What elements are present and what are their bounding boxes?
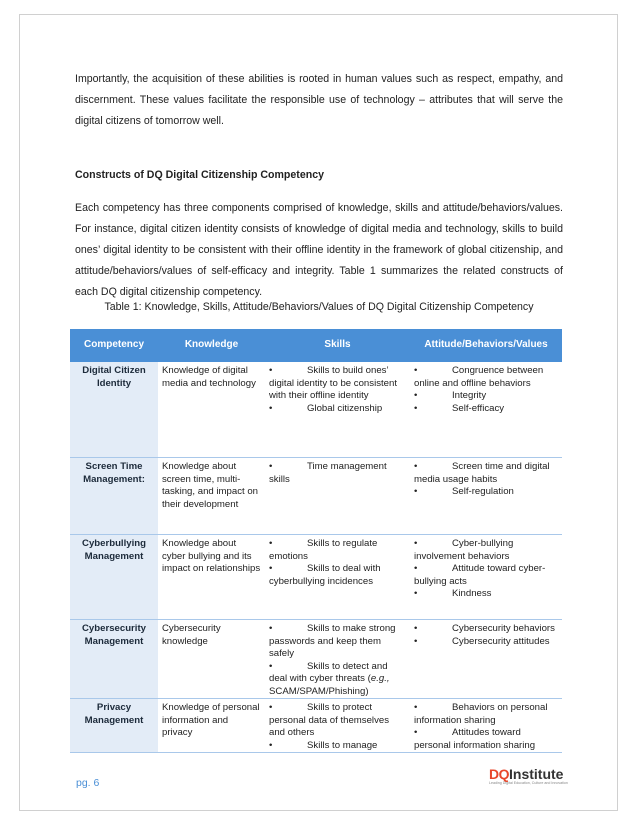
bullet-icon: • [414, 486, 418, 497]
list-item: • Cybersecurity attitudes [414, 635, 550, 647]
bullet-icon: • [414, 390, 418, 401]
header-competency: Competency [70, 329, 158, 362]
list-item: • Self-regulation [414, 486, 514, 497]
competency-cell: Cybersecurity Management [70, 620, 158, 699]
list-item: • Integrity [414, 390, 487, 401]
list-item: • Cybersecurity behaviors [414, 623, 555, 634]
table-row [70, 535, 562, 620]
dq-institute-logo [489, 766, 568, 788]
knowledge-cell: Knowledge of personal information and privacy [158, 699, 265, 753]
list-item: • Attitude toward cyber-bullying acts [414, 563, 546, 587]
bullet-icon: • [269, 702, 273, 713]
skills-cell [265, 458, 410, 535]
values-cell [410, 362, 562, 458]
bullet-icon: • [269, 739, 273, 751]
list-item: • Skills to deal with cyberbullying incidences [269, 563, 381, 587]
list-item: • Global citizenship [269, 402, 383, 414]
values-cell [410, 699, 562, 753]
table-row [70, 362, 562, 458]
bullet-icon: • [269, 660, 273, 672]
list-item: • Skills to detect and deal with cyber threats (e.g., SCAM/SPAM/Phishing) [269, 660, 390, 697]
skills-cell [265, 699, 410, 753]
competency-table [70, 329, 562, 753]
bullet-icon: • [414, 635, 418, 647]
paragraph-each-competency: Each competency has three components comprised of knowledge, skills and attitude/behaviors/values. For instance, digital citizen identity consists of knowledge of digital media and technology, skills to build ones’ digital identity to be consistent with their offline identity in the framework of global citizenship, and attitude/behaviors/values of self-efficacy and integrity. Table 1 summarizes the related constructs of each DQ digital citizenship competency. [75, 202, 563, 298]
section-heading: Constructs of DQ Digital Citizenship Competency [75, 169, 324, 181]
list-item: • Cyber-bullying involvement behaviors [414, 538, 514, 562]
bullet-icon: • [414, 402, 418, 414]
bullet-icon: • [414, 588, 418, 599]
bullet-icon: • [269, 538, 273, 549]
logo-dq: DQ [489, 766, 509, 782]
bullet-icon: • [269, 365, 273, 376]
bullet-icon: • [414, 538, 418, 549]
bullet-icon: • [414, 461, 418, 472]
table-row [70, 620, 562, 699]
header-knowledge: Knowledge [158, 329, 265, 362]
table-row [70, 458, 562, 535]
values-cell [410, 620, 562, 699]
skills-cell [265, 620, 410, 699]
competency-cell: Privacy Management [70, 699, 158, 753]
list-item: • Behaviors on personal information sharing [414, 702, 548, 726]
logo-tagline: Leading Digital Education, Culture and Innovation [489, 781, 568, 785]
knowledge-cell: Knowledge about screen time, multi-tasking, and impact on their development [158, 458, 265, 535]
list-item: • Kindness [414, 588, 492, 599]
bullet-icon: • [269, 402, 273, 414]
paragraph-importantly: Importantly, the acquisition of these abilities is rooted in human values such as respect, empathy, and discernment. These values facilitate the responsible use of technology – attributes that will serve the digital citizens of tomorrow well. [75, 73, 563, 127]
bullet-icon: • [269, 623, 273, 634]
list-item: • Skills to manage [269, 739, 378, 751]
knowledge-cell: Cybersecurity knowledge [158, 620, 265, 699]
list-item: • Attitudes toward personal information sharing [414, 727, 536, 751]
bullet-icon: • [414, 702, 418, 713]
list-item: • Screen time and digital media usage habits [414, 461, 550, 485]
bullet-icon: • [414, 727, 418, 738]
list-item: • Congruence between online and offline behaviors [414, 365, 544, 389]
table-header-row [70, 329, 562, 362]
bullet-icon: • [269, 563, 273, 574]
skills-cell [265, 535, 410, 620]
table-caption: Table 1: Knowledge, Skills, Attitude/Behaviors/Values of DQ Digital Citizenship Competency [104, 301, 534, 313]
bullet-icon: • [414, 623, 418, 634]
list-item: • Skills to regulate emotions [269, 538, 378, 562]
table-row [70, 699, 562, 753]
list-item: • Self-efficacy [414, 402, 505, 414]
page-number: pg. 6 [76, 777, 100, 789]
competency-cell: Screen Time Management: [70, 458, 158, 535]
knowledge-cell: Knowledge of digital media and technology [158, 362, 265, 458]
list-item: • Skills to protect personal data of themselves and others [269, 702, 389, 738]
bullet-icon: • [414, 365, 418, 376]
header-skills: Skills [265, 329, 410, 362]
logo-institute: Institute [509, 766, 564, 782]
knowledge-cell: Knowledge about cyber bullying and its impact on relationships [158, 535, 265, 620]
competency-cell: Digital Citizen Identity [70, 362, 158, 458]
skills-cell [265, 362, 410, 458]
list-item: • Skills to build ones’ digital identity to be consistent with their offline identity [269, 365, 397, 401]
list-item: • Skills to make strong passwords and keep them safely [269, 623, 396, 659]
bullet-icon: • [269, 461, 273, 472]
bullet-icon: • [414, 563, 418, 574]
competency-cell: Cyberbullying Management [70, 535, 158, 620]
list-item: • Time management skills [269, 461, 387, 485]
header-values: Attitude/Behaviors/Values [410, 329, 562, 362]
values-cell [410, 458, 562, 535]
values-cell [410, 535, 562, 620]
